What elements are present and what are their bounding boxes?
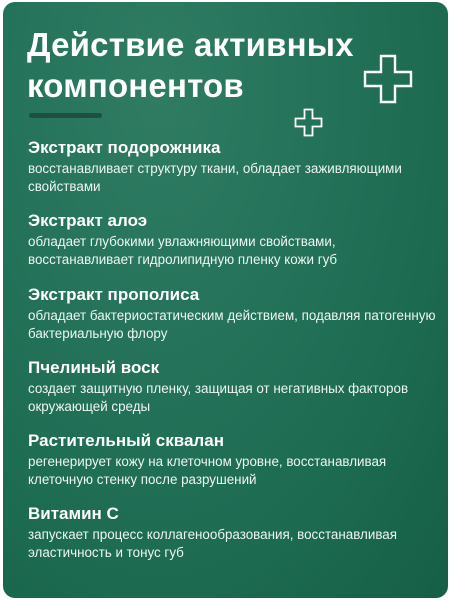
item-title: Экстракт алоэ (28, 211, 148, 230)
list-item (28, 431, 440, 489)
list-item (28, 504, 440, 562)
item-description: создает защитную пленку, защищая от негативных факторов окружающей среды (28, 381, 409, 414)
item-description: запускает процесс коллагенообразования, восстанавливая эластичность и тонус губ (28, 527, 397, 560)
item-description: обладает глубокими увлажняющими свойствами, восстанавливает гидролипидную пленку кожи губ (28, 234, 338, 267)
list-item (28, 285, 440, 343)
item-title: Витамин С (28, 504, 119, 523)
components-list (28, 138, 440, 577)
small-plus-icon (294, 108, 323, 137)
list-item (28, 138, 440, 196)
list-item (28, 211, 440, 269)
item-description: восстанавливает структуру ткани, обладает заживляющими свойствами (28, 161, 402, 194)
item-title: Пчелиный воск (28, 358, 160, 377)
page-title: Действие активных компонентов (27, 26, 354, 104)
large-plus-icon (363, 54, 413, 104)
info-card (3, 2, 448, 598)
item-description: регенерирует кожу на клеточном уровне, восстанавливая клеточную стенку после разрушений (28, 454, 387, 487)
title-divider (29, 113, 102, 118)
list-item (28, 358, 440, 416)
item-title: Растительный сквалан (28, 431, 224, 450)
item-title: Экстракт подорожника (28, 138, 221, 157)
item-title: Экстракт прополиса (28, 285, 200, 304)
item-description: обладает бактериостатическим действием, подавляя патогенную бактериальную флору (28, 308, 436, 341)
